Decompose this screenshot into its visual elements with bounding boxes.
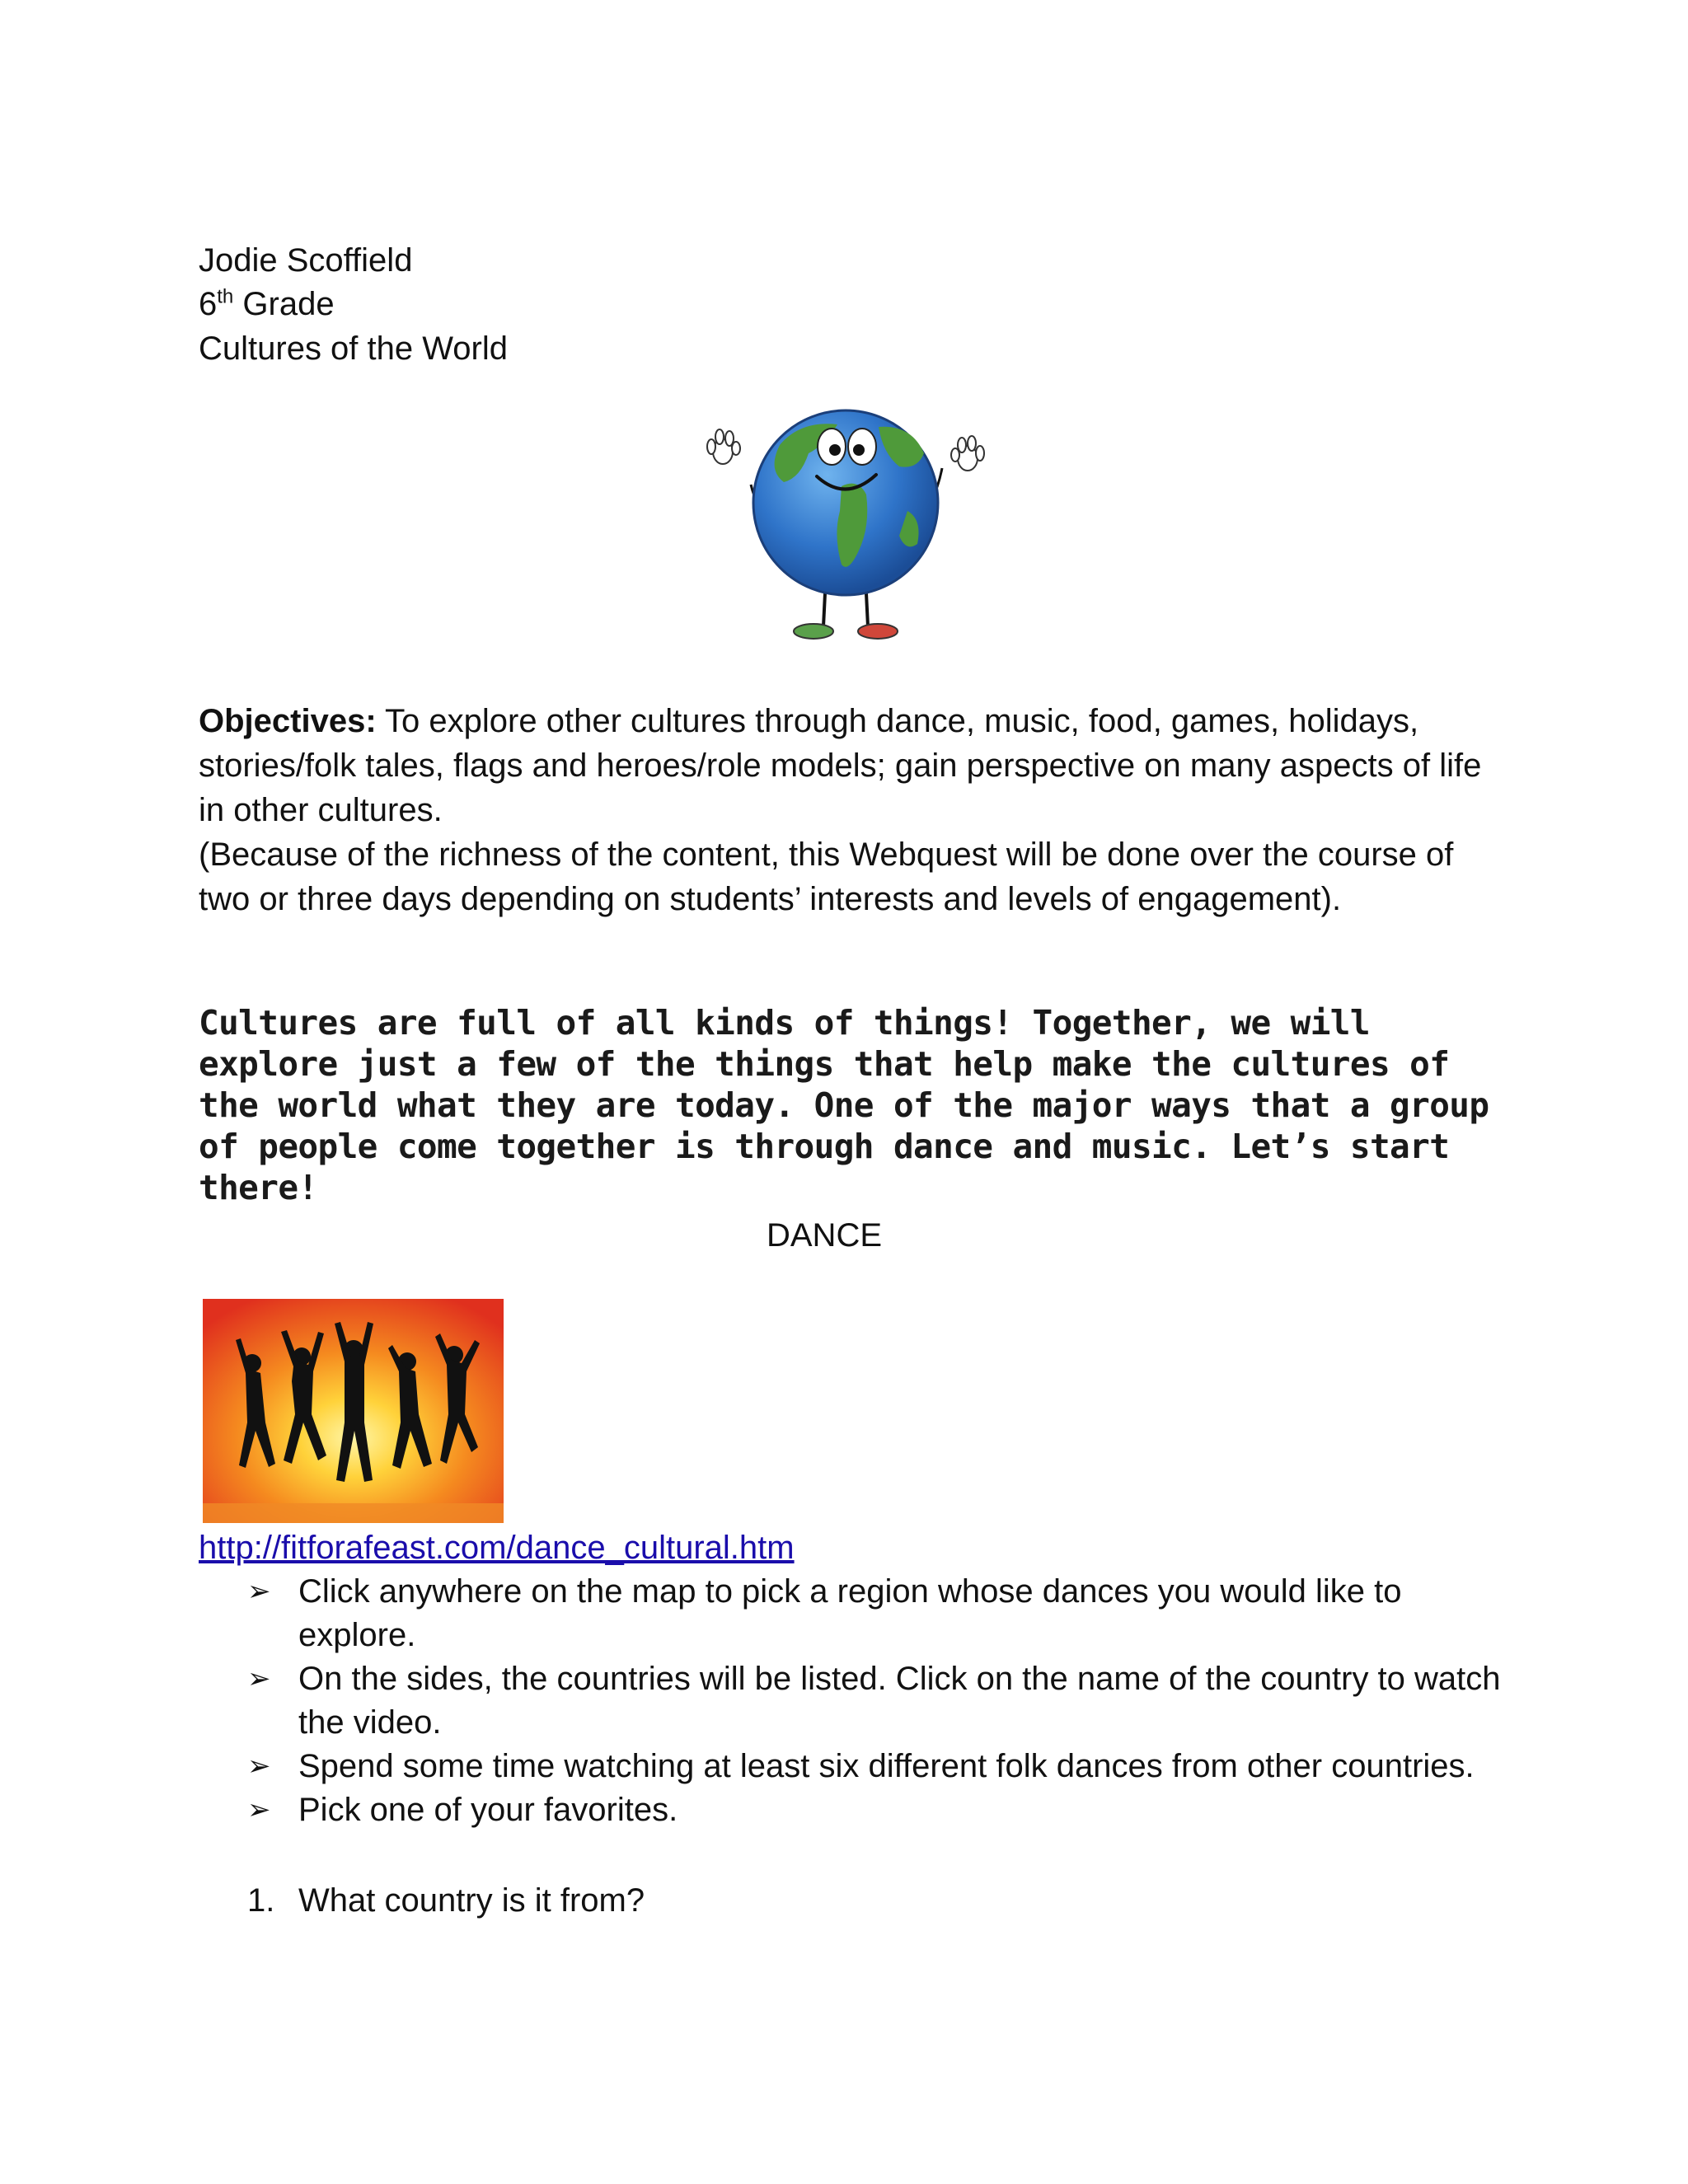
- question-text: What country is it from?: [298, 1882, 645, 1919]
- list-item-text: Pick one of your favorites.: [298, 1792, 678, 1828]
- objectives-block: [199, 699, 1501, 921]
- objectives-label: Objectives:: [199, 703, 377, 739]
- intro-paragraph: Cultures are full of all kinds of things! Together, we will explore just a few of the things that help make the cultures of the world what they are today. One of the major ways that a group of people come together is through dance and music. Let’s start there!: [199, 1003, 1489, 1207]
- arrow-bullet-icon: ➢: [247, 1794, 271, 1825]
- grade-number: 6: [199, 286, 218, 322]
- grade-line: [199, 282, 335, 326]
- globe-mascot-image: [701, 387, 990, 647]
- list-item-text: On the sides, the countries will be listed. Click on the name of the country to watch the video.: [298, 1661, 1501, 1741]
- arrow-bullet-icon: ➢: [247, 1576, 271, 1607]
- dance-heading: DANCE: [766, 1217, 883, 1254]
- question-1: [247, 1878, 645, 1923]
- arrow-bullet-icon: ➢: [247, 1750, 271, 1782]
- question-number: 1.: [247, 1882, 275, 1919]
- objectives-note: (Because of the richness of the content, this Webquest will be done over the course of two or three days depending on students’ interests and levels of engagement).: [199, 837, 1454, 917]
- instruction-list: [247, 1570, 1517, 1832]
- list-item: [247, 1570, 1517, 1657]
- grade-suffix: th: [217, 285, 234, 308]
- grade-word: Grade: [242, 286, 335, 322]
- document-title: Cultures of the World: [199, 330, 508, 367]
- objectives-paragraph: [199, 699, 1501, 832]
- list-item-text: Click anywhere on the map to pick a region whose dances you would like to explore.: [298, 1573, 1402, 1653]
- author-name: Jodie Scoffield: [199, 242, 413, 279]
- list-item: [247, 1788, 1517, 1832]
- arrow-bullet-icon: ➢: [247, 1663, 271, 1694]
- dancers-image: [203, 1299, 504, 1523]
- dance-cultural-link[interactable]: http://fitforafeast.com/dance_cultural.htm: [199, 1530, 795, 1566]
- list-item-text: Spend some time watching at least six different folk dances from other countries.: [298, 1748, 1475, 1784]
- list-item: [247, 1657, 1517, 1745]
- objectives-text: To explore other cultures through dance, music, food, games, holidays, stories/folk tales, flags and heroes/role models; gain perspective on many aspects of life in other cultures.: [199, 703, 1482, 828]
- list-item: [247, 1745, 1517, 1788]
